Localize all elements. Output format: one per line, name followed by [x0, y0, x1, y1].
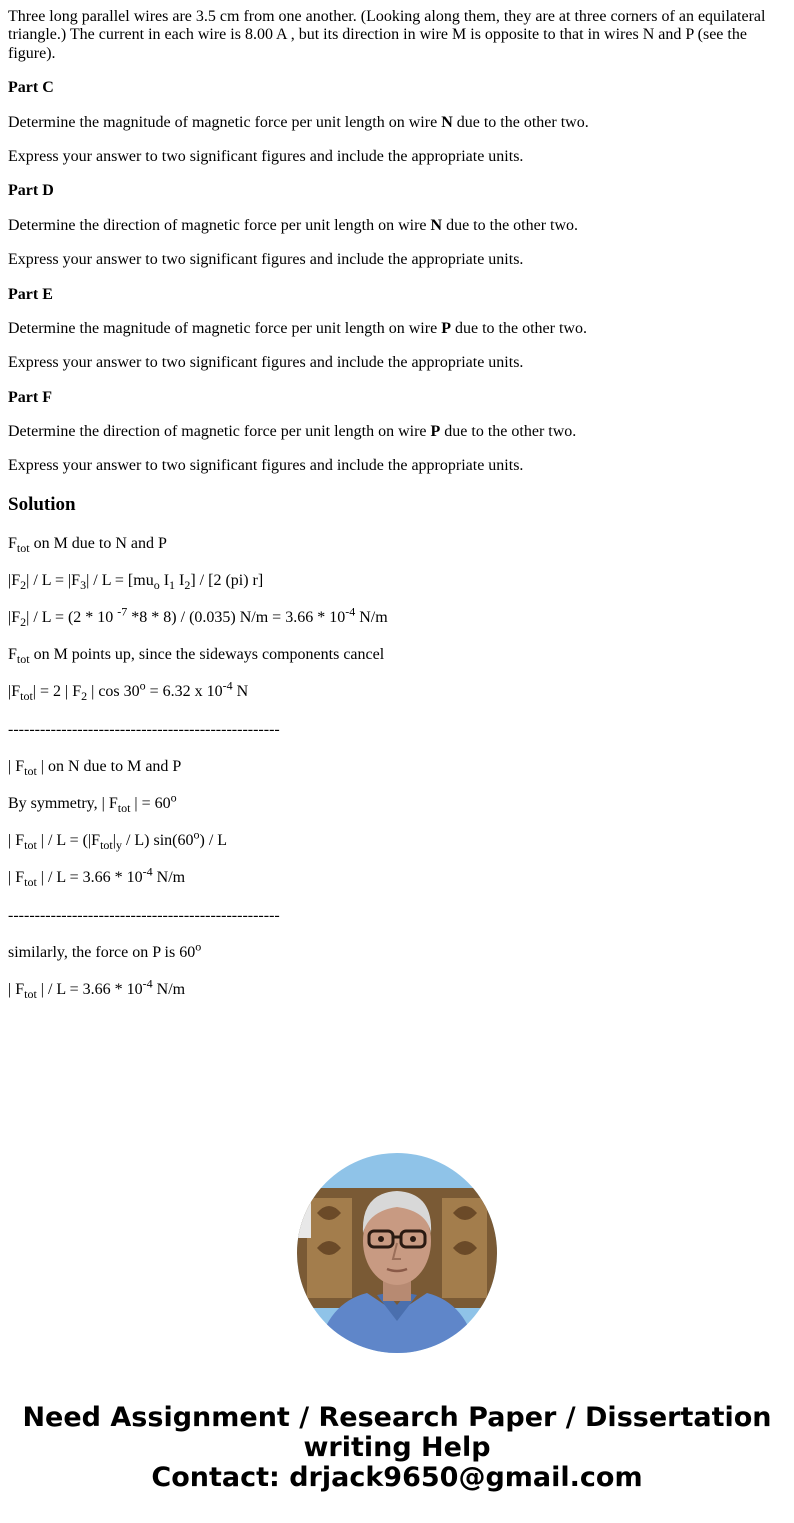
solution-line: | $F_{tot}$ | on N due to M and P	[8, 757, 182, 779]
divider: ---------------------------------------------------	[8, 906, 280, 924]
solution-line: $F_{tot}$ on M due to N and P	[8, 534, 167, 555]
contact-email: Contact: drjack9650@gmail.com	[151, 1462, 643, 1493]
part-question: Determine the direction of magnetic force per unit length on wire N due to the other two.	[8, 216, 579, 234]
part-instruction: Express your answer to two significant figures and include the appropriate units.	[8, 457, 524, 475]
part-instruction: Express your answer to two significant figures and include the appropriate units.	[8, 354, 524, 372]
part-title: Part D	[8, 182, 54, 200]
solution-line: | $F_{tot}$ | / $L = 3.66 * 10^{-4}$ N/m	[8, 865, 186, 890]
solution-line: similarly, the force on P is 60$^o$	[8, 939, 202, 961]
part-question: Determine the magnitude of magnetic force per unit length on wire P due to the other two.	[8, 319, 587, 337]
solution-line: | $F_{tot}$ | / $L = (|F_{tot}|_y / L)$ sin(60$^o$) / L	[8, 827, 228, 853]
part-title: Part F	[8, 388, 52, 406]
part-f	[8, 389, 786, 476]
part-instruction: Express your answer to two significant figures and include the appropriate units.	[8, 251, 524, 269]
part-title: Part E	[8, 285, 53, 303]
footer-line: Need Assignment / Research Paper / Dissertation	[22, 1402, 772, 1433]
part-d	[8, 182, 786, 269]
footer-line: writing Help	[303, 1432, 491, 1463]
part-title: Part C	[8, 79, 54, 97]
part-e	[8, 286, 786, 373]
question-intro: Three long parallel wires are 3.5 cm from one another. (Looking along them, they are at three corners of an equilateral triangle.) The current in each wire is 8.00 A , but its direction in wire M is opposite to that in wires N and P (see the figure).	[8, 8, 766, 62]
part-instruction: Express your answer to two significant figures and include the appropriate units.	[8, 147, 524, 165]
part-question: Determine the direction of magnetic force per unit length on wire P due to the other two.	[8, 423, 577, 441]
solution-line: $F_{tot}$ on M points up, since the sideways components cancel	[8, 646, 385, 667]
part-c	[8, 79, 786, 166]
solution-line: By symmetry, | $F_{tot}$ | = $60^o$	[8, 790, 177, 816]
contact-footer	[0, 1403, 794, 1493]
solution-heading: Solution	[8, 493, 76, 515]
solution-line: | $F_{tot}$ | / $L = 3.66 * 10^{-4}$ N/m	[8, 976, 186, 1002]
author-avatar	[297, 1153, 497, 1353]
solution-line: $|F_2| / L = (2 * 10$ $^{-7}$ *8 * 8) / (0.035) $N/m = 3.66 * 10^{-4}$ N/m	[8, 604, 388, 630]
author-photo	[297, 1153, 497, 1353]
solution-line: $|F_{tot}| = 2$ | $F_2$ | $\cos 30^o = 6.32$ x $10^{-4}$ N	[8, 679, 249, 704]
solution-line: $|F_2| / L = |F_3| / L = [mu_o$ $I_1$ $I_2] / [2$ (pi) r]	[8, 571, 264, 593]
divider: ---------------------------------------------------	[8, 720, 280, 738]
part-question: Determine the magnitude of magnetic force per unit length on wire N due to the other two.	[8, 113, 589, 131]
